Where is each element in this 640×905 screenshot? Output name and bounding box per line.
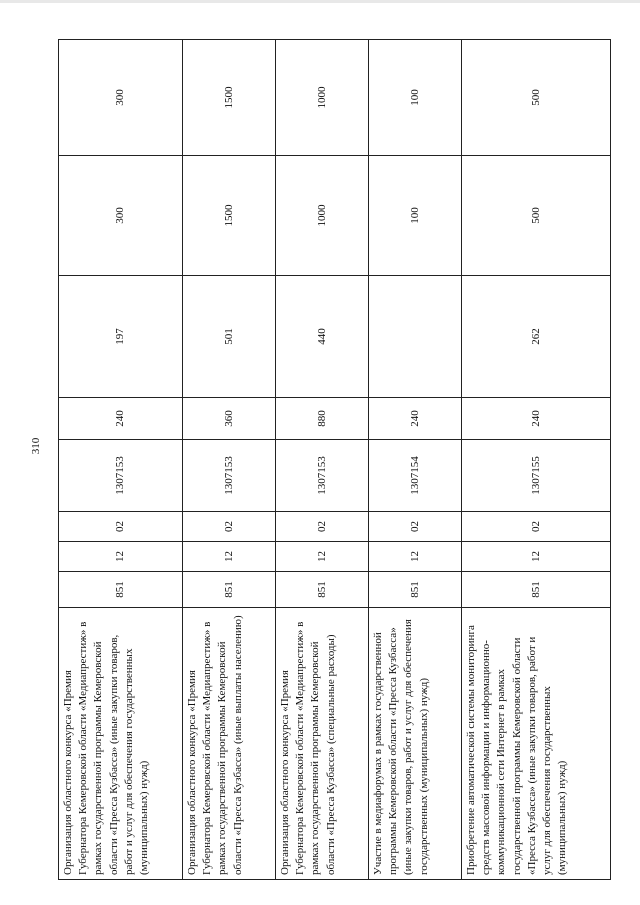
- expense-kind-code: 240: [369, 398, 462, 440]
- amount-year-1: [369, 276, 462, 398]
- expense-kind-code: 880: [276, 398, 369, 440]
- subsection-code: 02: [276, 512, 369, 542]
- amount-year-2: 1500: [183, 156, 276, 276]
- expense-kind-code: 360: [183, 398, 276, 440]
- subsection-code: 02: [59, 512, 183, 542]
- ministry-code: 851: [183, 572, 276, 608]
- expense-kind-code: 240: [462, 398, 611, 440]
- row-description: Организация областного конкурса «Премия Губернатора Кемеровской области «Медиапрестиж» в рамках государственной программы Кемеровской области «Пресса Кузбасса» (специальные расходы): [276, 608, 369, 880]
- expense-kind-code: 240: [59, 398, 183, 440]
- amount-year-3: 300: [59, 40, 183, 156]
- ministry-code: 851: [462, 572, 611, 608]
- section-code: 12: [59, 542, 183, 572]
- row-description: Приобретение автоматической системы мониторинга средств массовой информации и информационно-коммуникационной сети Интернет в рамках государственной программы Кемеровской области «Пресса Кузбасса» (иные закупки товаров, работ и услуг для обеспечения государственных (муниципальных) нужд): [462, 608, 611, 880]
- ministry-code: 851: [369, 572, 462, 608]
- subsection-code: 02: [369, 512, 462, 542]
- amount-year-2: 1000: [276, 156, 369, 276]
- row-description: Организация областного конкурса «Премия Губернатора Кемеровской области «Медиапрестиж» в рамках государственной программы Кемеровской области «Пресса Кузбасса» (иные закупки товаров, работ и услуг для обеспечения государственных (муниципальных) нужд): [59, 608, 183, 880]
- page-number: 310: [30, 437, 42, 455]
- subsection-code: 02: [183, 512, 276, 542]
- amount-year-3: 100: [369, 40, 462, 156]
- target-item-code: 1307153: [59, 440, 183, 512]
- table-row: [183, 40, 276, 880]
- row-description: Организация областного конкурса «Премия Губернатора Кемеровской области «Медиапрестиж» в рамках государственной программы Кемеровской области «Пресса Кузбасса» (иные выплаты населению): [183, 608, 276, 880]
- table-row: [369, 40, 462, 880]
- target-item-code: 1307155: [462, 440, 611, 512]
- amount-year-2: 100: [369, 156, 462, 276]
- section-code: 12: [276, 542, 369, 572]
- amount-year-1: 440: [276, 276, 369, 398]
- ministry-code: 851: [59, 572, 183, 608]
- target-item-code: 1307154: [369, 440, 462, 512]
- section-code: 12: [462, 542, 611, 572]
- amount-year-2: 300: [59, 156, 183, 276]
- table-row: [462, 40, 611, 880]
- scan-top-edge: [0, 0, 640, 3]
- amount-year-3: 500: [462, 40, 611, 156]
- table-row: [276, 40, 369, 880]
- amount-year-1: 197: [59, 276, 183, 398]
- amount-year-3: 1500: [183, 40, 276, 156]
- table-body: [59, 40, 611, 880]
- target-item-code: 1307153: [276, 440, 369, 512]
- amount-year-1: 262: [462, 276, 611, 398]
- section-code: 12: [369, 542, 462, 572]
- ministry-code: 851: [276, 572, 369, 608]
- budget-table: [58, 39, 611, 880]
- row-description: Участие в медиафорумах в рамках государственной программы Кемеровской области «Пресса Кузбасса» (иные закупки товаров, работ и услуг для обеспечения государственных (муниципальных) нужд): [369, 608, 462, 880]
- table-row: [59, 40, 183, 880]
- section-code: 12: [183, 542, 276, 572]
- target-item-code: 1307153: [183, 440, 276, 512]
- amount-year-1: 501: [183, 276, 276, 398]
- rotated-page-content: [58, 40, 610, 880]
- amount-year-3: 1000: [276, 40, 369, 156]
- subsection-code: 02: [462, 512, 611, 542]
- amount-year-2: 500: [462, 156, 611, 276]
